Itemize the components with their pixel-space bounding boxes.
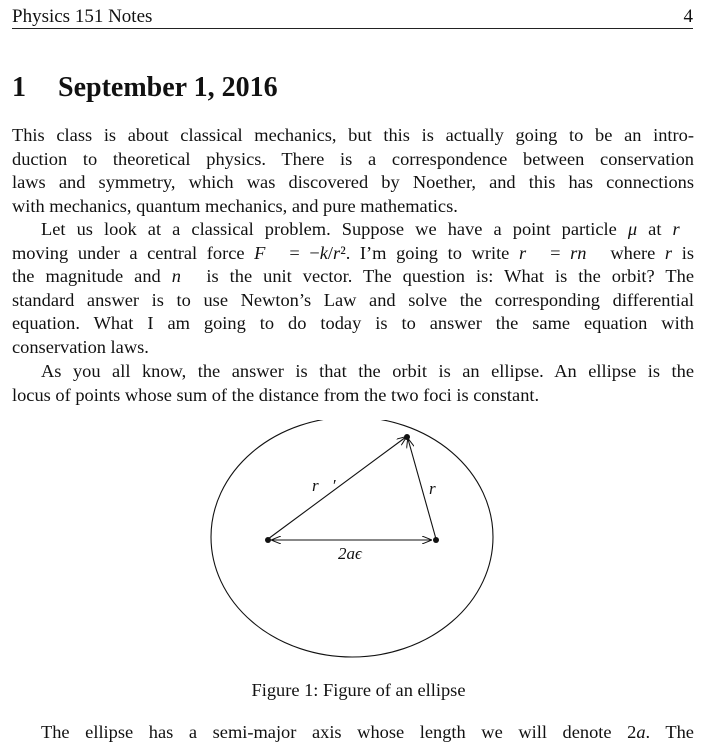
text-run: The ellipse has a semi-major axis whose length we will denote 2 (41, 722, 637, 742)
left-focus (265, 537, 271, 543)
label-r: r⃗ (429, 479, 449, 498)
math-a: a (636, 722, 646, 742)
paragraph-line: conservation laws. (12, 336, 149, 357)
math-r: r (333, 242, 341, 263)
paragraph-line: duction to theoretical physics. There is a correspondence between conservation (12, 148, 694, 169)
math-r-vector: r⃗ (518, 242, 541, 263)
paragraph-line: locus of points whose sum of the distance from the two foci is constant. (12, 384, 540, 405)
page-number: 4 (683, 6, 693, 27)
vector-r-prime (268, 437, 406, 539)
paragraph-line (12, 721, 694, 745)
math-r: r (664, 242, 673, 263)
figure-ellipse (0, 420, 717, 680)
paragraph-ellipse (12, 360, 694, 407)
math-F-vector: F⃗ (254, 242, 280, 263)
paragraph-line (12, 265, 694, 289)
text-run: the magnitude and (12, 266, 172, 287)
paragraph-line: with mechanics, quantum mechanics, and pure mathematics. (12, 195, 458, 216)
section-title: September 1, 2016 (58, 72, 278, 103)
paragraph-line (12, 242, 694, 266)
right-focus (433, 537, 439, 543)
text-run: where (600, 242, 665, 263)
paragraph-line: equation. What I am going to do today is to answer the same equation with (12, 313, 694, 334)
text-run: is (672, 242, 694, 263)
orbit-point (404, 434, 410, 440)
text-run: ². I’m going to write (340, 242, 519, 263)
paragraph-line (12, 218, 694, 242)
label-r-prime: r⃗′ (312, 476, 336, 495)
label-distance: 2aϵ (338, 544, 362, 563)
math-rn-vector: rn⃗ (570, 242, 601, 263)
figure-caption: Figure 1: Figure of an ellipse (251, 680, 466, 700)
ellipse-diagram (0, 420, 717, 680)
text-run: / (327, 242, 334, 263)
ellipse-orbit (211, 420, 493, 657)
paragraph-line: standard answer is to use Newton’s Law and solve the corresponding differential (12, 289, 694, 310)
paragraph-semi-major-axis (12, 721, 694, 745)
text-run: . The (645, 722, 694, 742)
paragraph-line: As you all know, the answer is that the orbit is an ellipse. An ellipse is the (41, 361, 694, 381)
header-title: Physics 151 Notes (12, 6, 153, 27)
math-mu: μ (627, 219, 638, 239)
paragraph-classical-problem (12, 218, 694, 360)
running-header (12, 4, 693, 29)
text-run: Let us look at a classical problem. Suppose we have a point particle (41, 219, 628, 239)
math-k: k (319, 242, 328, 263)
paragraph-line: This class is about classical mechanics, but this is actually going to be an intro- (12, 125, 694, 145)
text-run: = (540, 242, 571, 263)
section-heading (12, 72, 278, 104)
math-n-vector: n⃗ (171, 266, 196, 287)
paragraph-intro (12, 124, 694, 218)
section-number: 1 (12, 72, 26, 103)
math-r-vector: r⃗ (672, 219, 695, 239)
text-run: = − (279, 242, 320, 263)
paragraph-line: laws and symmetry, which was discovered by Noether, and this has connections (12, 172, 694, 193)
text-run: moving under a central force (12, 242, 255, 263)
text-run: at (637, 219, 673, 239)
text-run: is the unit vector. The question is: What is the orbit? The (195, 266, 694, 287)
